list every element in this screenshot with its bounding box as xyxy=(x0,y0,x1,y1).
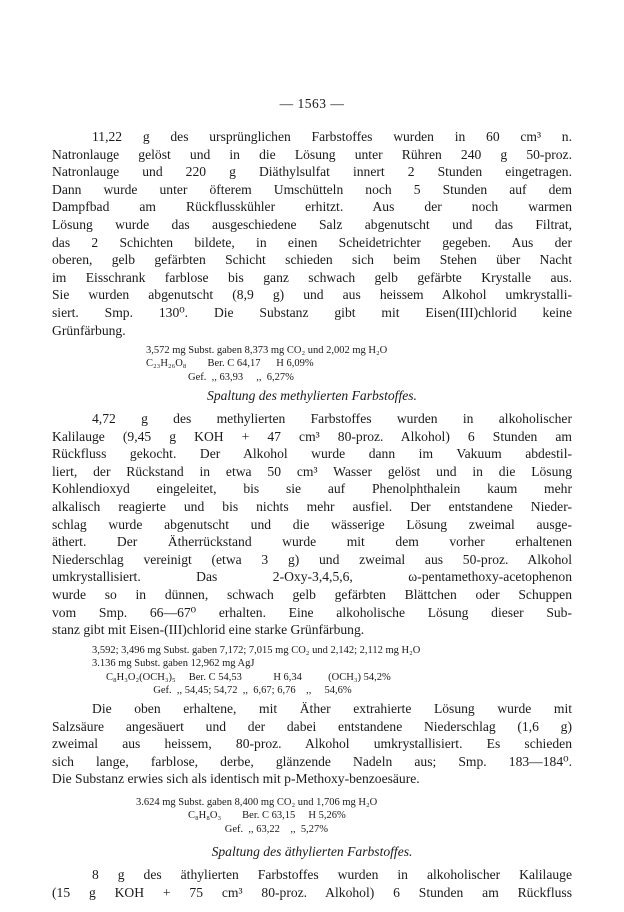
text-line: Die oben erhaltene, mit Äther extrahierte Lösung wurde mit xyxy=(92,701,572,716)
text-line: Rückfluss gekocht. Der Alkohol wurde dann im Vakuum abdestil- xyxy=(52,446,572,462)
text-line: siert. Smp. 130⁰. Die Substanz gibt mit Eisen(III)chlorid keine xyxy=(52,304,572,320)
text-line: Sie wurden abgenutscht (8,9 g) und aus heissem Alkohol umkrystalli- xyxy=(52,287,572,303)
text-line: Grünfärbung. xyxy=(52,322,126,338)
paragraph-ethylation xyxy=(52,128,572,339)
text-line: 8 g des äthylierten Farbstoffes wurden in alkoholischer Kalilauge xyxy=(92,867,572,882)
text-line: Niederschlag vereinigt (etwa 3 g) und zweimal aus 50-proz. Alkohol xyxy=(52,551,572,567)
data-line: 3,572 mg Subst. gaben 8,373 mg CO₂ und 2,002 mg H₂O xyxy=(146,345,388,356)
text-line: Salzsäure angesäuert und der dabei entstandene Niederschlag (1,6 g) xyxy=(52,718,572,734)
data-line: 3.136 mg Subst. gaben 12,962 mg AgJ xyxy=(92,658,255,670)
text-line: schlag wurde abgenutscht und die wässerige Lösung zweimal ausge- xyxy=(52,516,572,532)
data-line: Gef. ,, 54,45; 54,72 ,, 6,67; 6,76 ,, 54,6% xyxy=(106,685,352,697)
text-line: liert, der Rückstand in etwa 50 cm³ Wasser gelöst und in die Lösung xyxy=(52,463,572,479)
data-line: 3.624 mg Subst. gaben 8,400 mg CO₂ und 1,706 mg H₂O xyxy=(136,797,378,808)
text-line: im Eisschrank farblose bis ganz schwach gelb gefärbte Krystalle aus. xyxy=(52,269,572,285)
text-line: Kalilauge (9,45 g KOH + 47 cm³ 80-proz. Alkohol) 6 Stunden am xyxy=(52,428,572,444)
text-line: Kohlendioxyd eingeleitet, bis sie auf Phenolphthalein kaum mehr xyxy=(52,481,572,497)
analysis-data-2 xyxy=(92,644,572,698)
data-line: Gef. ,, 63,22 ,, 5,27% xyxy=(188,823,328,835)
section-heading-methylated: Spaltung des methylierten Farbstoffes. xyxy=(207,388,417,403)
data-line: C₈H₃O₂(OCH₃)₅ Ber. C 54,53 H 6,34 (OCH₃) 54,2% xyxy=(106,671,391,683)
analysis-data-3 xyxy=(136,796,556,836)
text-line: (15 g KOH + 75 cm³ 80-proz. Alkohol) 6 Stunden am Rückfluss xyxy=(52,884,572,900)
text-line: Natronlauge gelöst und in die Lösung unter Rühren 240 g 50-proz. xyxy=(52,146,572,162)
section-heading-ethylated: Spaltung des äthylierten Farbstoffes. xyxy=(211,844,413,859)
data-line: C₈H₈O₃ Ber. C 63,15 H 5,26% xyxy=(188,810,346,822)
text-line: sich lange, farblose, derbe, glänzende Nadeln aus; Smp. 183—184⁰. xyxy=(52,753,572,769)
text-line: oberen, gelb gefärbten Schicht schieden sich beim Stehen über Nacht xyxy=(52,252,572,268)
text-line: umkrystallisiert. Das 2-Oxy-3,4,5,6, ω-pentamethoxy-acetophenon xyxy=(52,569,572,585)
text-line: alkalisch reagierte und bis nichts mehr ausfiel. Der entstandene Nieder- xyxy=(52,498,572,514)
text-line: 4,72 g des methylierten Farbstoffes wurden in alkoholischer xyxy=(92,411,572,426)
text-line: wurde so in dünnen, schwach gelb gefärbten Blättchen oder Schuppen xyxy=(52,586,572,602)
paragraph-acid-workup xyxy=(52,700,572,788)
text-line: äthert. Der Ätherrückstand wurde mit dem vorher erhaltenen xyxy=(52,534,572,550)
analysis-data-1 xyxy=(146,344,566,384)
text-line: vom Smp. 66—67⁰ erhalten. Eine alkoholische Lösung dieser Sub- xyxy=(52,604,572,620)
data-line: Gef. ,, 63,93 ,, 6,27% xyxy=(146,371,294,383)
text-line: Lösung wurde das ausgeschiedene Salz abgenutscht und das Filtrat, xyxy=(52,216,572,232)
text-line: Dann wurde unter öfterem Umschütteln noch 5 Stunden auf dem xyxy=(52,181,572,197)
text-line: stanz gibt mit Eisen-(III)chlorid eine starke Grünfärbung. xyxy=(52,622,365,638)
paragraph-methylated-cleavage xyxy=(52,410,572,639)
document-page xyxy=(52,0,572,912)
text-line: Die Substanz erwies sich als identisch mit p-Methoxy-benzoesäure. xyxy=(52,771,420,787)
text-line: 11,22 g des ursprünglichen Farbstoffes wurden in 60 cm³ n. xyxy=(92,129,572,144)
text-line: das 2 Schichten bildete, in einen Scheidetrichter gegeben. Aus der xyxy=(52,234,572,250)
text-line: Natronlauge und 220 g Diäthylsulfat innert 2 Stunden eingetragen. xyxy=(52,164,572,180)
page-number: — 1563 — xyxy=(279,96,345,111)
data-line: C₂₃H₂₆O₈ Ber. C 64,17 H 6,09% xyxy=(146,358,314,370)
text-line: zweimal aus heissem, 80-proz. Alkohol umkrystallisiert. Es schieden xyxy=(52,736,572,752)
paragraph-ethylated-cleavage xyxy=(52,866,572,901)
text-line: Dampfbad am Rückflusskühler erhitzt. Aus der noch warmen xyxy=(52,199,572,215)
data-line: 3,592; 3,496 mg Subst. gaben 7,172; 7,015 mg CO₂ und 2,142; 2,112 mg H₂O xyxy=(92,645,421,656)
